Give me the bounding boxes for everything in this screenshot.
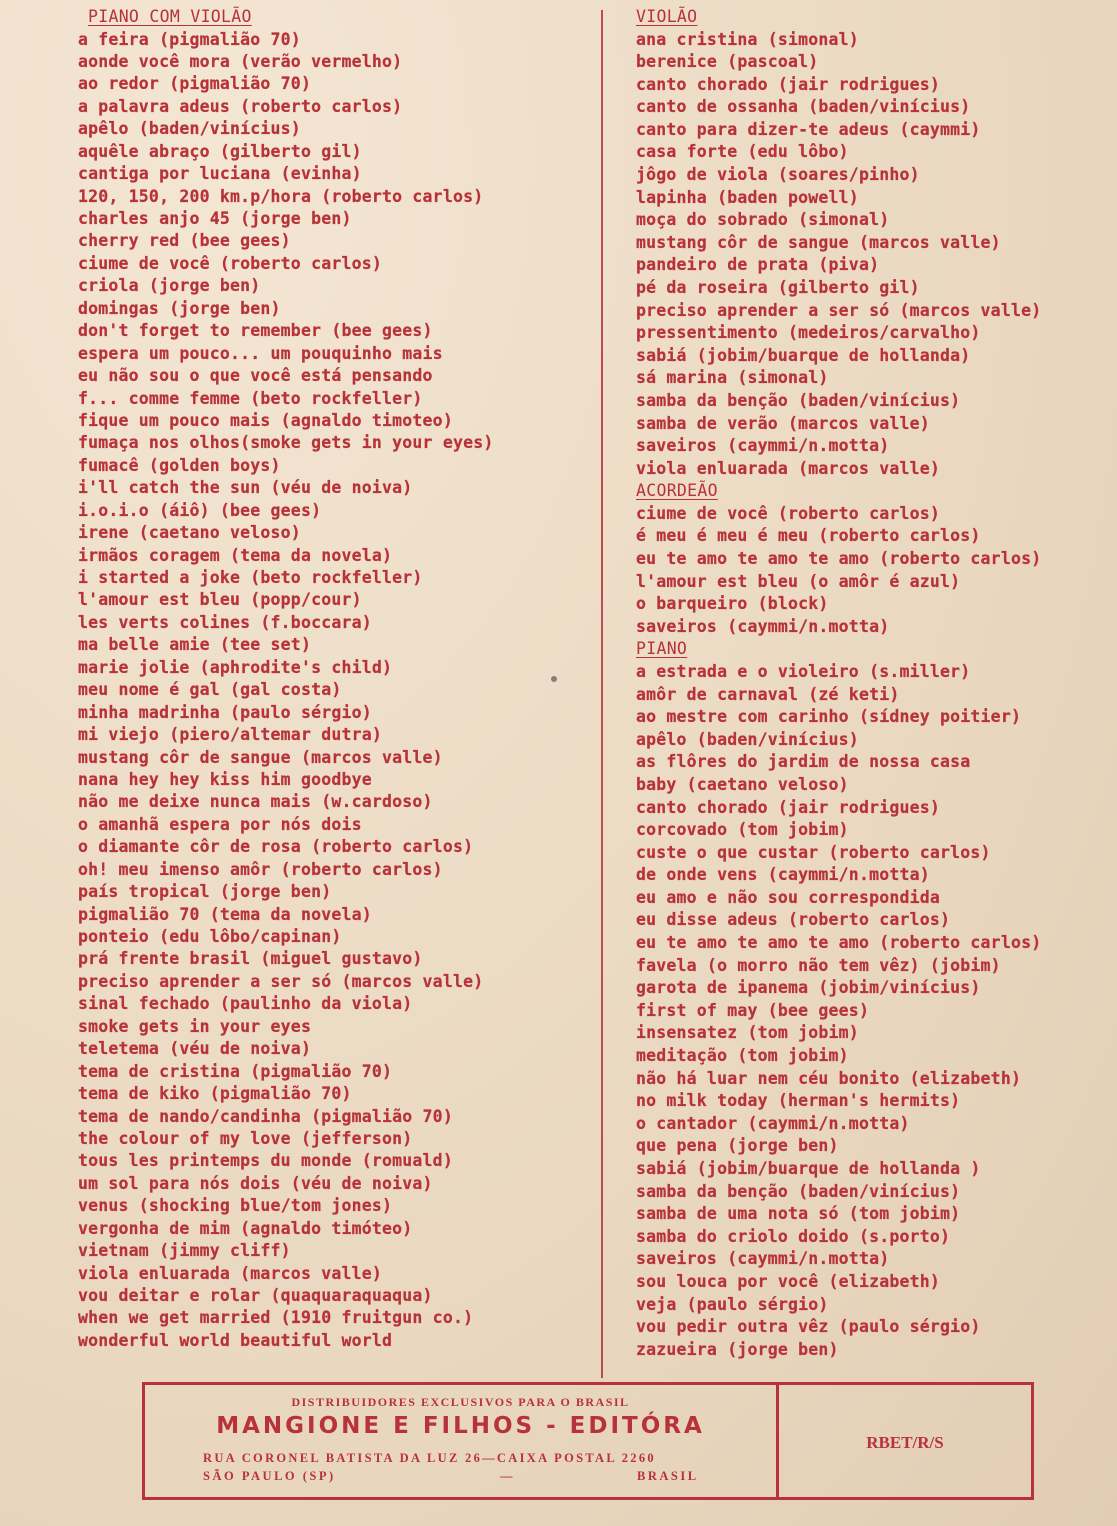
section-violao xyxy=(636,6,1106,480)
song-title: é meu é meu é meu (roberto carlos) xyxy=(636,526,981,546)
song-title: ciume de você (roberto carlos) xyxy=(78,253,383,273)
song-title: tema de cristina (pigmalião 70) xyxy=(78,1061,393,1081)
song-title: 120, 150, 200 km.p/hora (roberto carlos) xyxy=(78,186,484,206)
song-title: canto chorado (jair rodrigues) xyxy=(636,74,941,94)
song-title: minha madrinha (paulo sérgio) xyxy=(78,702,372,722)
song-title: tema de kiko (pigmalião 70) xyxy=(78,1084,352,1104)
section-heading-piano: PIANO xyxy=(636,639,688,659)
song-title: samba da benção (baden/vinícius) xyxy=(636,1181,961,1201)
song-title: marie jolie (aphrodite's child) xyxy=(78,657,393,677)
song-title: veja (paulo sérgio) xyxy=(636,1294,829,1314)
song-title: eu não sou o que você está pensando xyxy=(78,366,433,386)
song-title: que pena (jorge ben) xyxy=(636,1136,839,1156)
song-title: casa forte (edu lôbo) xyxy=(636,142,849,162)
song-title: pandeiro de prata (piva) xyxy=(636,255,880,275)
song-title: tema de nando/candinha (pigmalião 70) xyxy=(78,1106,453,1126)
song-title: ao redor (pigmalião 70) xyxy=(78,74,312,94)
song-title: first of may (bee gees) xyxy=(636,1000,870,1020)
song-title: oh! meu imenso amôr (roberto carlos) xyxy=(78,859,443,879)
song-title: wonderful world beautiful world xyxy=(78,1330,393,1350)
song-title: mustang côr de sangue (marcos valle) xyxy=(636,232,1001,252)
song-title: samba de uma nota só (tom jobim) xyxy=(636,1204,961,1224)
song-title: les verts colines (f.boccara) xyxy=(78,612,372,632)
song-title: canto chorado (jair rodrigues) xyxy=(636,797,941,817)
song-title: o barqueiro (block) xyxy=(636,594,829,614)
song-title: espera um pouco... um pouquinho mais xyxy=(78,343,443,363)
song-title: canto para dizer-te adeus (caymmi) xyxy=(636,119,981,139)
song-title: eu amo e não sou correspondida xyxy=(636,887,941,907)
song-title: i started a joke (beto rockfeller) xyxy=(78,568,423,587)
song-title: corcovado (tom jobim) xyxy=(636,820,849,840)
song-title: país tropical (jorge ben) xyxy=(78,882,332,902)
distributor-box xyxy=(142,1382,1034,1500)
song-title: ana cristina (simonal) xyxy=(636,29,859,49)
song-title: saveiros (caymmi/n.motta) xyxy=(636,436,890,456)
song-title: pressentimento (medeiros/carvalho) xyxy=(636,323,981,343)
song-title: domingas (jorge ben) xyxy=(78,298,281,318)
song-title: sou louca por você (elizabeth) xyxy=(636,1271,941,1291)
song-title: samba de verão (marcos valle) xyxy=(636,413,930,433)
song-title: vergonha de mim (agnaldo timóteo) xyxy=(78,1218,413,1238)
song-title: prá frente brasil (miguel gustavo) xyxy=(78,949,423,969)
distributor-info xyxy=(145,1385,776,1497)
song-title: samba da benção (baden/vinícius) xyxy=(636,391,961,410)
song-title: berenice (pascoal) xyxy=(636,52,819,72)
song-title: teletema (véu de noiva) xyxy=(78,1039,312,1059)
song-title: favela (o morro não tem vêz) (jobim) xyxy=(636,955,1001,975)
song-title: aonde você mora (verão vermelho) xyxy=(78,51,403,71)
song-title: zazueira (jorge ben) xyxy=(636,1339,839,1359)
song-title: preciso aprender a ser só (marcos valle) xyxy=(78,971,484,991)
song-title: l'amour est bleu (o amôr é azul) xyxy=(636,571,961,591)
song-title: ciume de você (roberto carlos) xyxy=(636,503,941,523)
song-title: o cantador (caymmi/n.motta) xyxy=(636,1113,910,1133)
song-title: irmãos coragem (tema da novela) xyxy=(78,545,393,565)
song-title: canto de ossanha (baden/vinícius) xyxy=(636,97,971,117)
song-title: sabiá (jobim/buarque de hollanda) xyxy=(636,345,971,365)
song-title: sinal fechado (paulinho da viola) xyxy=(78,994,413,1014)
song-title: cantiga por luciana (evinha) xyxy=(78,164,362,184)
song-title: mustang côr de sangue (marcos valle) xyxy=(78,747,443,767)
song-title: vou pedir outra vêz (paulo sérgio) xyxy=(636,1317,981,1337)
song-title: apêlo (baden/vinícius) xyxy=(78,119,301,139)
song-title: não me deixe nunca mais (w.cardoso) xyxy=(78,792,433,812)
song-title: viola enluarada (marcos valle) xyxy=(636,458,941,478)
song-title: fique um pouco mais (agnaldo timoteo) xyxy=(78,410,453,430)
song-title: custe o que custar (roberto carlos) xyxy=(636,842,991,862)
song-title: insensatez (tom jobim) xyxy=(636,1023,859,1043)
song-title: f... comme femme (beto rockfeller) xyxy=(78,388,423,408)
song-title: cherry red (bee gees) xyxy=(78,231,291,251)
column-divider xyxy=(601,10,603,1378)
section-heading-piano-com-violao: PIANO COM VIOLÃO xyxy=(88,7,252,26)
song-title: saveiros (caymmi/n.motta) xyxy=(636,1249,890,1269)
publisher-address: RUA CORONEL BATISTA DA LUZ 26—CAIXA POSTAL 2260 xyxy=(203,1451,656,1465)
song-title: lapinha (baden powell) xyxy=(636,187,859,207)
song-title: o diamante côr de rosa (roberto carlos) xyxy=(78,837,474,857)
song-title: the colour of my love (jefferson) xyxy=(78,1128,413,1148)
song-title: amôr de carnaval (zé keti) xyxy=(636,684,900,704)
song-list xyxy=(636,29,1106,481)
song-list xyxy=(636,503,1106,639)
song-title: o amanhã espera por nós dois xyxy=(78,814,362,834)
song-title: no milk today (herman's hermits) xyxy=(636,1091,961,1111)
song-title: baby (caetano veloso) xyxy=(636,774,849,794)
song-title: samba do criolo doido (s.porto) xyxy=(636,1226,951,1246)
song-title: i'll catch the sun (véu de noiva) xyxy=(78,478,413,498)
section-acordeao xyxy=(636,480,1106,638)
ink-spot xyxy=(551,676,557,682)
song-title: eu te amo te amo te amo (roberto carlos) xyxy=(636,933,1042,953)
song-title: jôgo de viola (soares/pinho) xyxy=(636,165,920,185)
song-title: de onde vens (caymmi/n.motta) xyxy=(636,865,930,885)
song-title: nana hey hey kiss him goodbye xyxy=(78,769,372,789)
catalog-code: RBET/R/S xyxy=(866,1433,944,1452)
song-title: tous les printemps du monde (romuald) xyxy=(78,1151,453,1171)
song-title: pé da roseira (gilberto gil) xyxy=(636,278,920,298)
song-title: vietnam (jimmy cliff) xyxy=(78,1241,291,1261)
song-title: eu te amo te amo te amo (roberto carlos) xyxy=(636,549,1042,569)
song-title: não há luar nem céu bonito (elizabeth) xyxy=(636,1068,1022,1088)
song-title: a estrada e o violeiro (s.miller) xyxy=(636,661,971,681)
song-title: i.o.i.o (áiô) (bee gees) xyxy=(78,500,322,520)
song-title: l'amour est bleu (popp/cour) xyxy=(78,590,362,610)
song-title: aquêle abraço (gilberto gil) xyxy=(78,141,362,161)
section-heading-acordeao: ACORDEÃO xyxy=(636,481,718,501)
song-title: when we get married (1910 fruitgun co.) xyxy=(78,1308,474,1328)
song-title: fumacê (golden boys) xyxy=(78,455,281,475)
song-title: moça do sobrado (simonal) xyxy=(636,210,890,230)
song-title: preciso aprender a ser só (marcos valle) xyxy=(636,300,1042,320)
distributor-caption: DISTRIBUIDORES EXCLUSIVOS PARA O BRASIL xyxy=(291,1395,630,1409)
song-title: meu nome é gal (gal costa) xyxy=(78,680,342,700)
publisher-name: MANGIONE E FILHOS - EDITÓRA xyxy=(216,1413,705,1439)
song-title: smoke gets in your eyes xyxy=(78,1016,312,1036)
address-dash: — xyxy=(500,1469,513,1483)
song-title: sá marina (simonal) xyxy=(636,368,829,388)
song-title: venus (shocking blue/tom jones) xyxy=(78,1196,393,1216)
song-title: saveiros (caymmi/n.motta) xyxy=(636,616,890,636)
song-title: as flôres do jardim de nossa casa xyxy=(636,752,971,772)
song-title: eu disse adeus (roberto carlos) xyxy=(636,910,951,930)
song-title: meditação (tom jobim) xyxy=(636,1046,849,1066)
song-title: a feira (pigmalião 70) xyxy=(78,29,301,49)
song-title: ao mestre com carinho (sídney poitier) xyxy=(636,707,1022,727)
song-title: sabiá (jobim/buarque de hollanda ) xyxy=(636,1159,981,1178)
song-title: pigmalião 70 (tema da novela) xyxy=(78,904,372,924)
publisher-city: SÃO PAULO (SP) xyxy=(203,1469,336,1483)
song-list xyxy=(78,29,598,1353)
song-title: viola enluarada (marcos valle) xyxy=(78,1263,383,1283)
section-heading-violao: VIOLÃO xyxy=(636,7,698,26)
right-column xyxy=(636,6,1106,1361)
song-title: vou deitar e rolar (quaquaraquaqua) xyxy=(78,1286,433,1305)
song-title: fumaça nos olhos(smoke gets in your eyes) xyxy=(78,433,494,453)
song-list xyxy=(636,661,1106,1361)
section-piano xyxy=(636,638,1106,1361)
song-title: a palavra adeus (roberto carlos) xyxy=(78,96,403,116)
song-title: charles anjo 45 (jorge ben) xyxy=(78,209,352,228)
song-title: ma belle amie (tee set) xyxy=(78,635,312,655)
song-title: criola (jorge ben) xyxy=(78,276,261,296)
song-title: garota de ipanema (jobim/vinícius) xyxy=(636,978,981,998)
song-title: mi viejo (piero/altemar dutra) xyxy=(78,725,383,745)
song-title: apêlo (baden/vinícius) xyxy=(636,729,859,749)
left-column xyxy=(78,6,598,1352)
song-title: ponteio (edu lôbo/capinan) xyxy=(78,927,342,946)
song-title: don't forget to remember (bee gees) xyxy=(78,321,433,341)
publisher-country: BRASIL xyxy=(637,1469,699,1483)
song-title: um sol para nós dois (véu de noiva) xyxy=(78,1173,433,1193)
song-title: irene (caetano veloso) xyxy=(78,523,301,543)
